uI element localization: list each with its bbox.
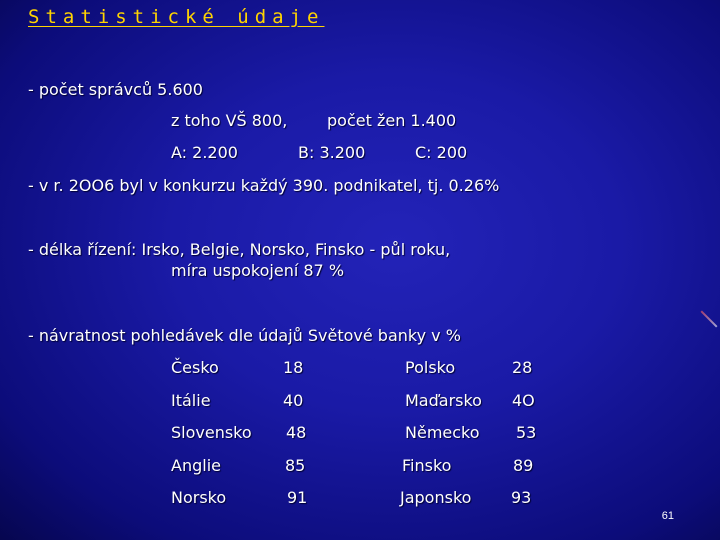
- mira-line: míra uspokojení 87 %: [171, 261, 345, 280]
- decorative-streak: [701, 311, 718, 328]
- navratnost-line: - návratnost pohledávek dle údajů Světové banky v %: [28, 326, 461, 345]
- vs-line: z toho VŠ 800,: [171, 111, 288, 130]
- country-value: 91: [287, 488, 308, 507]
- country-name: Finsko: [402, 456, 452, 475]
- country-name: Anglie: [171, 456, 221, 475]
- country-name: Maďarsko: [405, 391, 482, 410]
- spravci-line: - počet správců 5.600: [28, 80, 203, 99]
- country-value: 89: [513, 456, 534, 475]
- country-name: Itálie: [171, 391, 211, 410]
- country-name: Německo: [405, 423, 480, 442]
- country-value: 48: [286, 423, 307, 442]
- country-name: Japonsko: [400, 488, 472, 507]
- zeny-line: počet žen 1.400: [327, 111, 457, 130]
- category-c: C: 200: [415, 143, 468, 162]
- country-value: 4O: [512, 391, 535, 410]
- slide-title: Statistické údaje: [28, 6, 325, 28]
- country-value: 53: [516, 423, 537, 442]
- slide-number: 61: [661, 510, 674, 522]
- delka-line: - délka řízení: Irsko, Belgie, Norsko, Finsko - půl roku,: [28, 240, 451, 259]
- country-name: Norsko: [171, 488, 227, 507]
- country-value: 85: [285, 456, 306, 475]
- country-value: 28: [512, 358, 533, 377]
- country-value: 93: [511, 488, 532, 507]
- konkurz-line: - v r. 2OO6 byl v konkurzu každý 390. podnikatel, tj. 0.26%: [28, 176, 500, 195]
- country-name: Polsko: [405, 358, 456, 377]
- country-value: 40: [283, 391, 304, 410]
- category-b: B: 3.200: [298, 143, 366, 162]
- country-name: Česko: [171, 358, 219, 377]
- country-value: 18: [283, 358, 304, 377]
- category-a: A: 2.200: [171, 143, 238, 162]
- country-name: Slovensko: [171, 423, 252, 442]
